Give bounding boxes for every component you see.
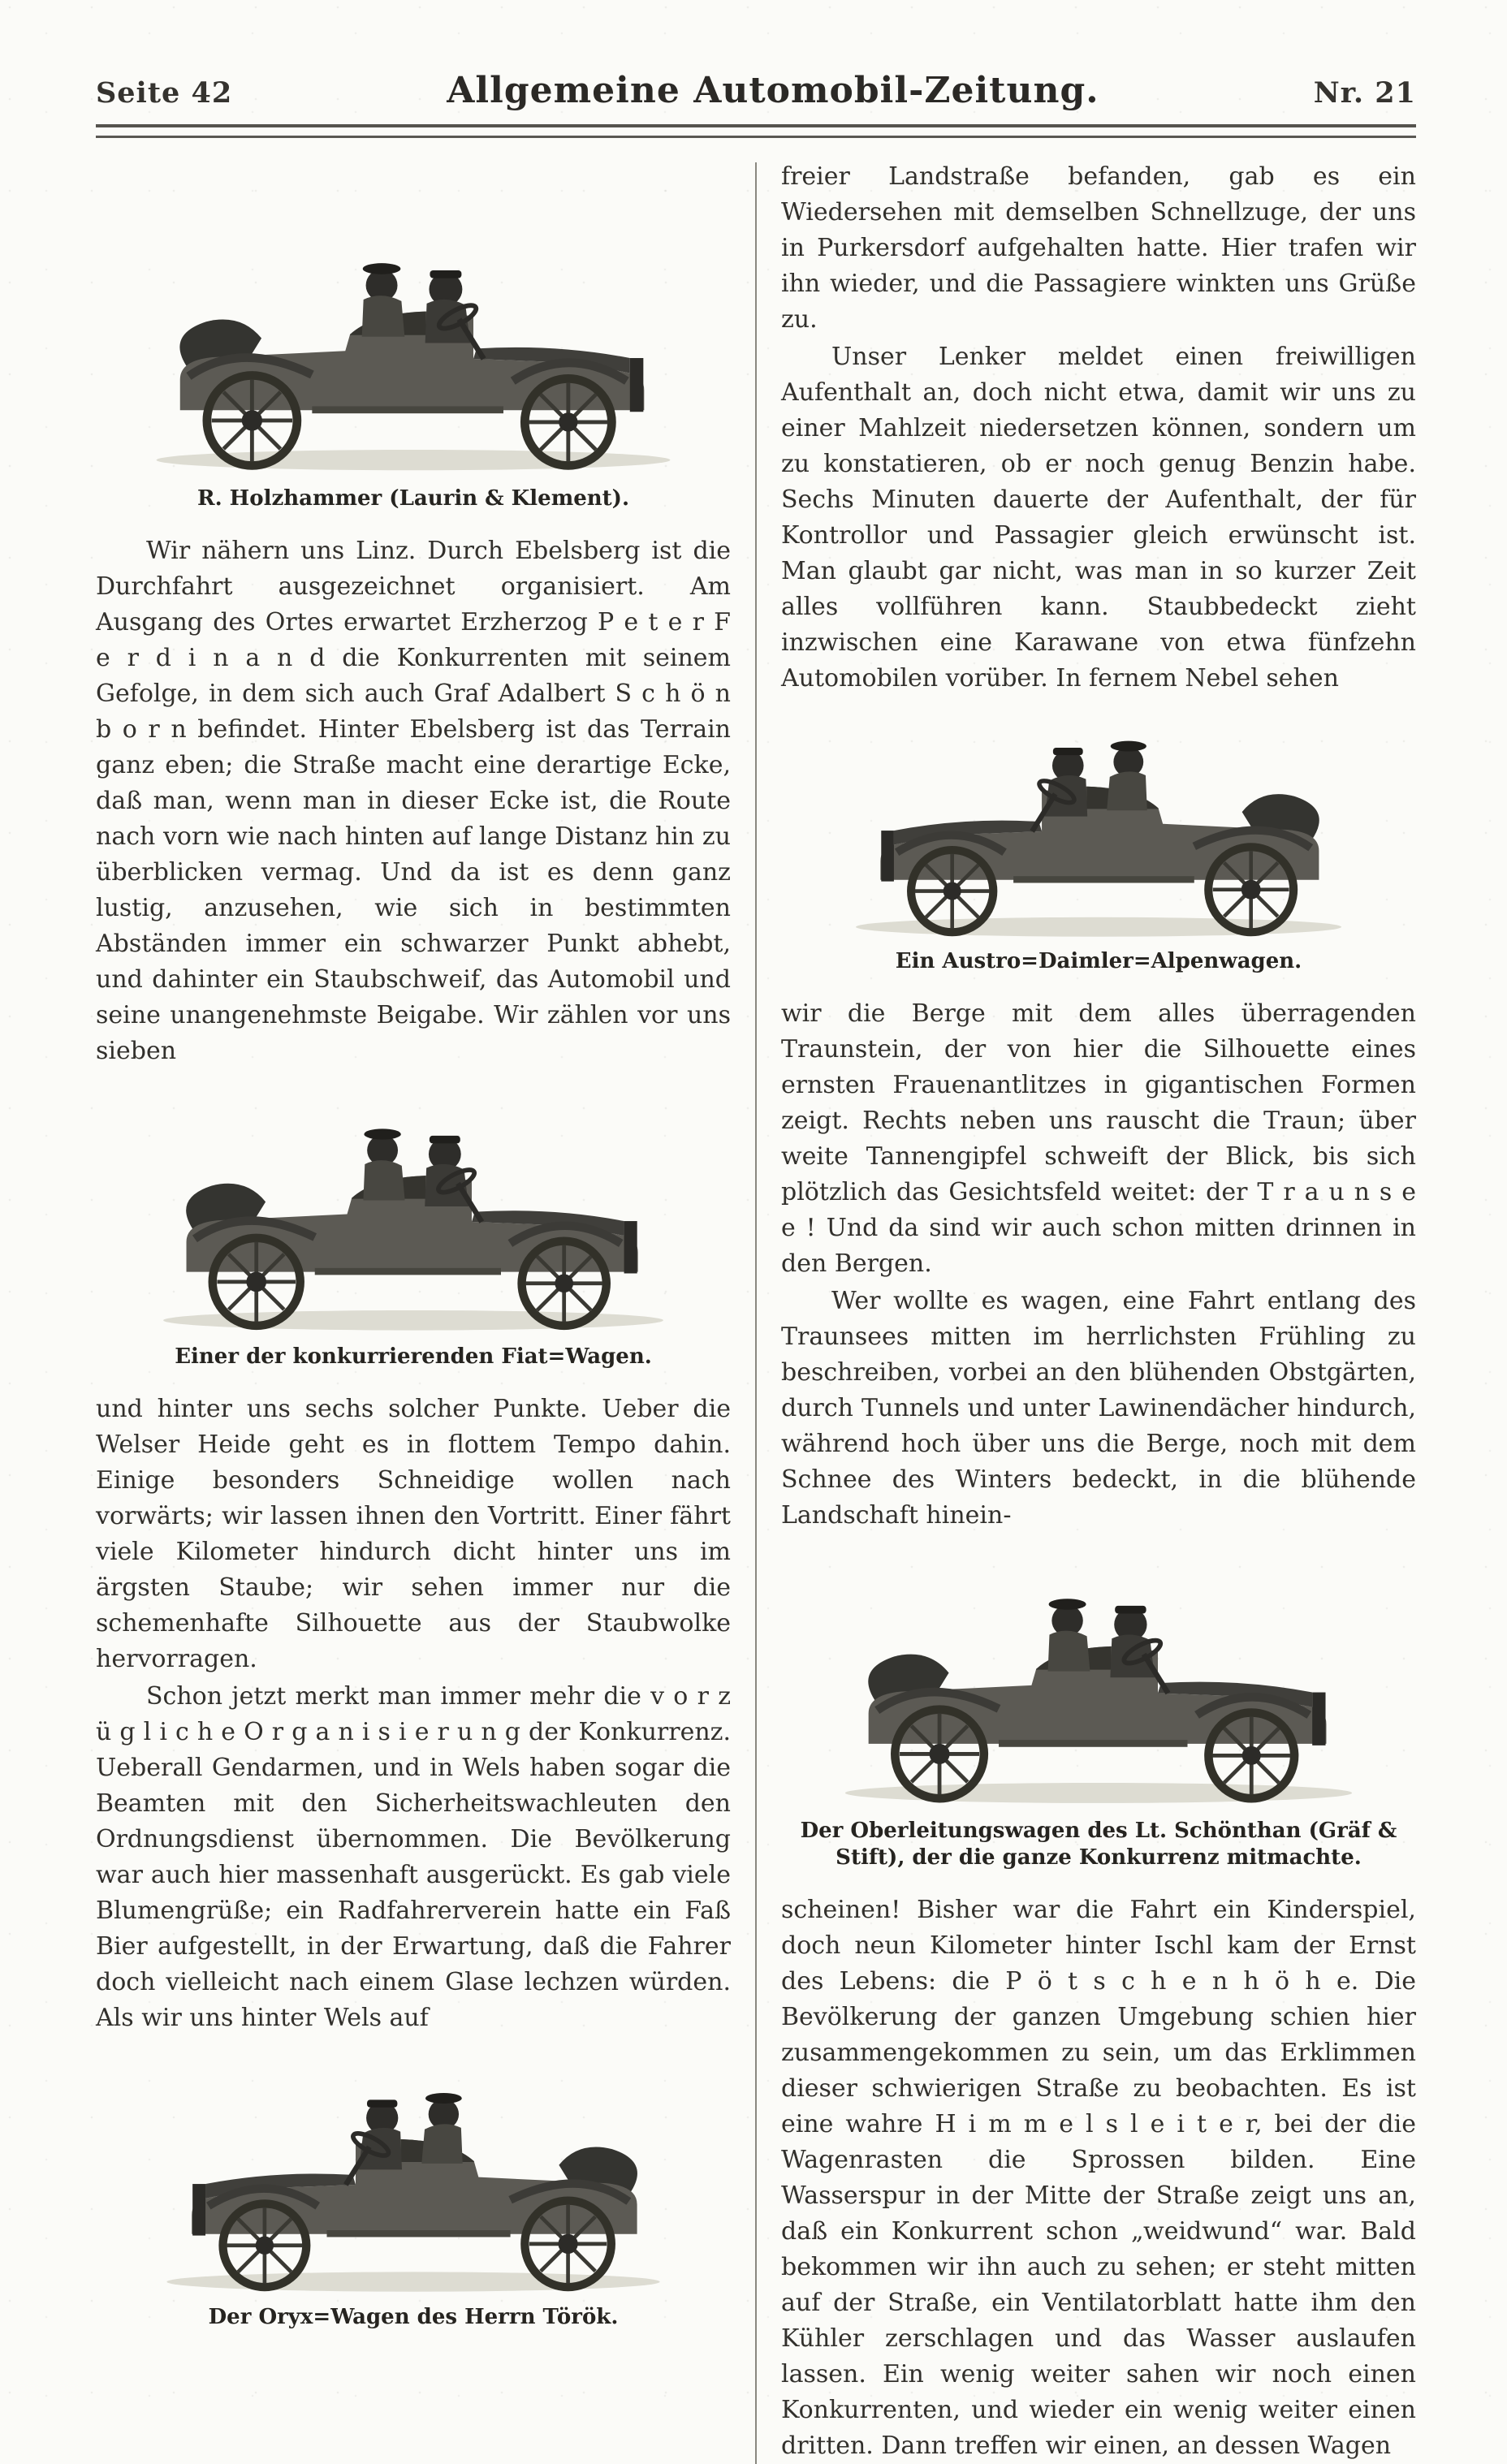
caption-laurin-klement: R. Holzhammer (Laurin & Klement). [196, 486, 630, 511]
left-column [96, 159, 731, 2464]
vintage-car-photo-illustration [113, 237, 714, 481]
caption-fiat: Einer der konkurrierenden Fiat=Wagen. [175, 1344, 652, 1369]
paragraph-poetschenhoehe: scheinen! Bisher war die Fahrt ein Kinderspiel, doch neun Kilometer hinter Ischl kam der Ernst des Lebens: die P ö t s c h e n h ö h e. Die Bevölkerung der ganzen Umgebung schien hier zusammengekommen zu sein, um das Erklimmen dieser schwierigen Straße zu beobachten. Es ist eine wahre H i m m e l s l e i t e r, bei der die Wagenrasten die Sprossen bilden. Eine Wasserspur in der Mitte der Straße zeigt uns an, daß ein Konkurrent schon „weidwund“ war. Bald bekommen wir ihn auch zu sehen; er steht mitten auf der Straße, ein Ventilatorblatt hatte ihm den Kühler zerschlagen und das Wasser auslaufen lassen. Ein wenig weiter sahen wir noch einen Konkurrenten, und wieder ein wenig weiter einen dritten. Dann treffen wir einen, an dessen Wagen [780, 1896, 1416, 2460]
vintage-car-photo-illustration [121, 1105, 706, 1339]
caption-austro-daimler: Ein Austro=Daimler=Alpenwagen. [895, 949, 1302, 973]
vintage-car-photo-illustration [802, 1573, 1395, 1813]
paragraph-schnellzug: freier Landstraße befanden, gab es ein Wiedersehen mit demselben Schnellzuge, der uns in Purkersdorf aufgehalten hatte. Hier trafen wir ihn wieder, und die Passagiere winkten uns Grüße zu. [780, 162, 1416, 334]
header-double-rule [96, 124, 1416, 138]
photo-oryx-car [96, 2049, 731, 2299]
paragraph-welser-heide: und hinter uns sechs solcher Punkte. Ueber die Welser Heide geht es in flottem Tempo dahin. Einige besonders Schneidige wollen nach vorwärts; wir lassen ihnen den Vortritt. Einer fährt viele Kilometer hindurch dicht hinter uns im ärgsten Staube; wir sehen immer nur die schemenhafte Silhouette aus der Staubwolke hervorragen. [96, 1395, 731, 1673]
paragraph-lenker-aufenthalt: Unser Lenker meldet einen freiwilligen Aufenthalt an, doch nicht etwa, damit wir uns zu einer Mahlzeit niedersetzen können, sondern um zu konstatieren, ob er noch genug Benzin habe. Sechs Minuten dauerte der Aufenthalt, der für Kontrollor und Passagier gleich erwünscht ist. Man glaubt gar nicht, was man in so kurzer Zeit alles vollführen kann. Staubbedeckt zieht inzwischen eine Karawane von etwa fünfzehn Automobilen vorüber. In fernem Nebel sehen [780, 343, 1416, 693]
vintage-car-photo-illustration [814, 719, 1383, 943]
masthead-title: Allgemeine Automobil-Zeitung. [447, 70, 1099, 111]
paragraph-linz-approach: Wir nähern uns Linz. Durch Ebelsberg ist die Durchfahrt ausgezeichnet organisiert. Am Ausgang des Ortes erwartet Erzherzog P e t e r F e r d i n a n d die Konkurrenten mit seinem Gefolge, in dem sich auch Graf Adalbert S c h ö n b o r n befindet. Hinter Ebelsberg ist das Terrain ganz eben; die Straße macht eine derartige Ecke, daß man, wenn man in dieser Ecke ist, die Route nach vorn wie nach hinten auf lange Distanz hin zu überblicken vermag. Und da ist es denn ganz lustig, anzusehen, wie sich in bestimmten Abständen immer ein schwarzer Punkt abhebt, und dahinter ein Staubschweif, das Automobil und seine unangenehmste Beigabe. Wir zählen vor uns sieben [96, 537, 731, 1065]
page-number-label: Seite 42 [96, 76, 233, 110]
paragraph-traunstein: wir die Berge mit dem alles überragenden Traunstein, der von hier die Silhouette eines ernsten Frauenantlitzes in gigantischen Formen zeigt. Rechts neben uns rauscht die Traun; über weite Tannengipfel schweift der Blick, bis sich plötzlich das Gesichtsfeld weitet: der T r a u n s e e ! Und da sind wir auch schon mitten drinnen in den Bergen. [780, 999, 1416, 1278]
photo-graef-stift-car [781, 1545, 1416, 1813]
photo-laurin-klement-car [96, 162, 731, 481]
page-header [96, 70, 1416, 111]
vintage-car-photo-illustration [125, 2070, 702, 2299]
issue-number-label: Nr. 21 [1313, 76, 1416, 110]
paragraph-traunsee-fahrt: Wer wollte es wagen, eine Fahrt entlang des Traunsees mitten im herrlichsten Frühling zu beschreiben, vorbei an den blühenden Obstgärten, durch Tunnels und unter Lawinendächer hindurch, während hoch über uns die Berge, noch mit dem Schnee des Winters bedeckt, in die blühende Landschaft hinein- [780, 1287, 1416, 1530]
photo-austro-daimler-car [781, 706, 1416, 943]
column-divider-rule [755, 162, 757, 2464]
two-column-layout [96, 159, 1416, 2464]
photo-fiat-car [96, 1081, 731, 1339]
caption-oryx: Der Oryx=Wagen des Herrn Török. [208, 2305, 619, 2329]
right-column [781, 159, 1416, 2464]
caption-graef-stift: Der Oberleitungswagen des Lt. Schönthan (Gräf & Stift), der die ganze Konkurrenz mitmachte. [800, 1819, 1397, 1870]
paragraph-organisierung: Schon jetzt merkt man immer mehr die v o r z ü g l i c h e O r g a n i s i e r u n g der Konkurrenz. Ueberall Gendarmen, und in Wels haben sogar die Beamten mit den Sicherheitswachleuten den Ordnungsdienst übernommen. Die Bevölkerung war auch hier massenhaft ausgerückt. Es gab viele Blumengrüße; ein Radfahrerverein hatte ein Faß Bier aufgestellt, in der Erwartung, daß die Fahrer doch vielleicht nach einem Glase lechzen würden. Als wir uns hinter Wels auf [96, 1682, 731, 2032]
